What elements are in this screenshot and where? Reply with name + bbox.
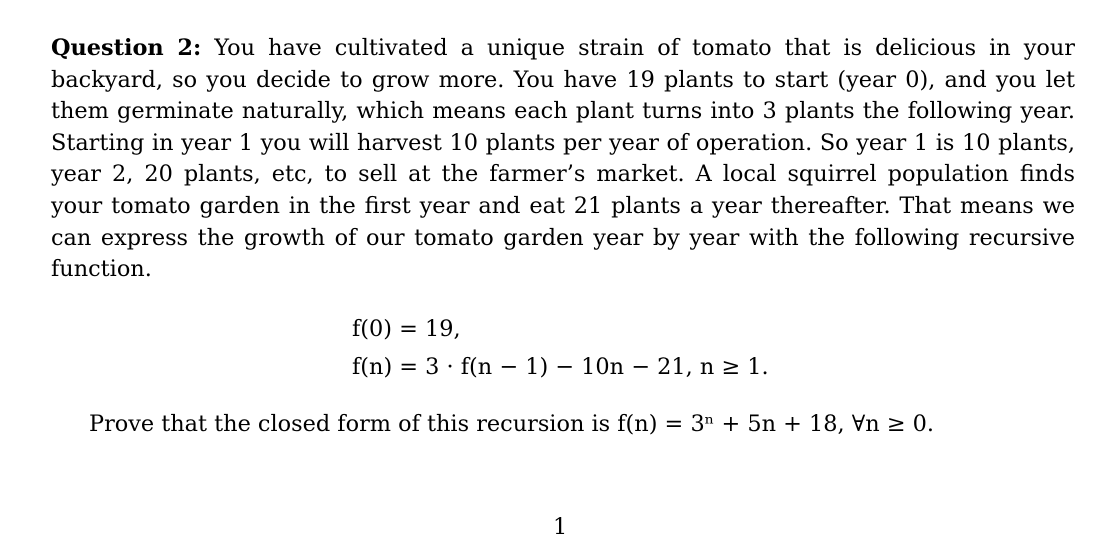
page-number: 1 [553,514,568,540]
question-paragraph [51,33,1075,286]
prove-prefix: Prove that the closed form of this recursion is [89,411,618,437]
recursive-equation: f(n) = 3 · f(n − 1) − 10n − 21, n ≥ 1. [352,354,769,380]
question-text: You have cultivated a unique strain of tomato that is delicious in your backyard, so you decide to grow more. You have 19 plants to start (year 0), and you let them germinate naturally, which means each plant turns into 3 plants the following year. Starting in year 1 you will harvest 10 plants per year of operation. So year 1 is 10 plants, year 2, 20 plants, etc, to sell at the farmer’s market. A local squirrel population finds your tomato garden in the first year and eat 21 plants a year thereafter. That means we can express the growth of our tomato garden year by year with the following recursive function. [51,35,1076,283]
question-label: Question 2: [51,35,202,61]
closed-form-formula: f(n) = 3ⁿ + 5n + 18, ∀n ≥ 0. [617,411,935,437]
prove-statement [89,411,934,437]
base-case-equation: f(0) = 19, [352,316,461,342]
